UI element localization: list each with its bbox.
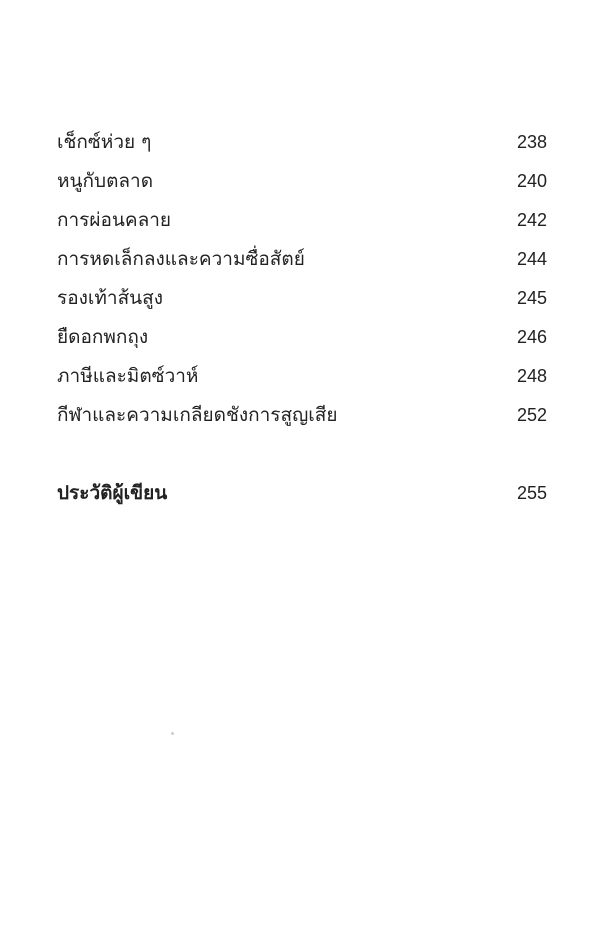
toc-entry[interactable] bbox=[57, 279, 547, 318]
toc-section-page: 255 bbox=[516, 483, 547, 503]
toc-entry-title: การหดเล็กลงและความซื่อสัตย์ bbox=[57, 248, 305, 270]
toc-entry[interactable] bbox=[57, 357, 547, 396]
table-of-contents bbox=[57, 123, 547, 435]
toc-entry-page: 245 bbox=[516, 288, 547, 308]
toc-entry-page: 252 bbox=[516, 405, 547, 425]
toc-section-title: ประวัติผู้เขียน bbox=[57, 482, 168, 504]
toc-entry[interactable] bbox=[57, 396, 547, 435]
toc-entry-title: กีฬาและความเกลียดชังการสูญเสีย bbox=[57, 404, 338, 426]
toc-entry[interactable] bbox=[57, 123, 547, 162]
toc-entry-title: ยืดอกพกถุง bbox=[57, 326, 149, 348]
toc-entry-title: ภาษีและมิตซ์วาห์ bbox=[57, 365, 199, 387]
toc-entry[interactable] bbox=[57, 201, 547, 240]
paper-speck bbox=[171, 732, 174, 735]
toc-entry-title: การผ่อนคลาย bbox=[57, 209, 172, 231]
toc-entry-page: 246 bbox=[516, 327, 547, 347]
toc-entry[interactable] bbox=[57, 318, 547, 357]
toc-entry-page: 248 bbox=[516, 366, 547, 386]
toc-entry-title: รองเท้าส้นสูง bbox=[57, 287, 164, 309]
toc-entry-title: หนูกับตลาด bbox=[57, 170, 154, 192]
toc-entry-page: 242 bbox=[516, 210, 547, 230]
toc-entry[interactable] bbox=[57, 240, 547, 279]
toc-entry-page: 238 bbox=[516, 132, 547, 152]
toc-entry-title: เช็กซ์ห่วย ๆ bbox=[57, 131, 152, 153]
toc-entry[interactable] bbox=[57, 162, 547, 201]
toc-entry-page: 240 bbox=[516, 171, 547, 191]
toc-section-author-bio[interactable] bbox=[57, 474, 547, 513]
toc-entry-page: 244 bbox=[516, 249, 547, 269]
